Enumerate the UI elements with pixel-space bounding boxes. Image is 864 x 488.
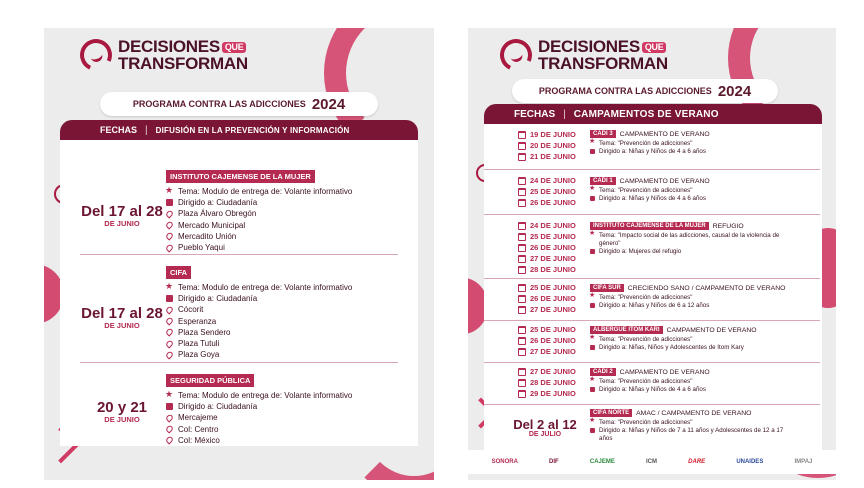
- square-icon: [166, 403, 173, 410]
- program-label: PROGRAMA CONTRA LAS ADICCIONES: [538, 86, 712, 96]
- location-pin-icon: [165, 317, 174, 326]
- date-list: [518, 366, 576, 399]
- calendar-icon: [518, 131, 526, 139]
- logo-icm: ICM: [646, 459, 658, 465]
- date-month: DE JUNIO: [104, 219, 140, 228]
- event-title: CRECIENDO SANO / CAMPAMENTO DE VERANO: [627, 284, 786, 292]
- divider: [80, 254, 398, 255]
- program-title: [512, 79, 778, 103]
- date-item: 29 DE JUNIO: [530, 389, 576, 398]
- header-separator: |: [145, 124, 148, 136]
- brand-line2: TRANSFORMAN: [118, 54, 248, 73]
- divider: [484, 278, 820, 279]
- date-item: 28 DE JUNIO: [530, 378, 576, 387]
- poster-campamentos: [468, 28, 836, 480]
- date-item: 27 DE JUNIO: [530, 367, 576, 376]
- place-text: Plaza Álvaro Obregón: [178, 209, 257, 219]
- calendar-icon: [518, 222, 526, 230]
- star-icon: [590, 420, 595, 425]
- square-icon: [166, 199, 173, 206]
- star-icon: [590, 233, 595, 238]
- square-icon: [590, 345, 595, 350]
- calendar-icon: [518, 153, 526, 161]
- place-text: Col: Centro: [178, 424, 219, 434]
- divider: [484, 320, 820, 321]
- program-year: 2024: [311, 95, 346, 113]
- section-details: [166, 166, 416, 253]
- location-pin-icon: [165, 436, 174, 445]
- institution-tag: CIFA: [166, 266, 191, 279]
- date-range: 20 y 21: [96, 399, 148, 416]
- star-icon: [590, 337, 595, 342]
- place-text: Plaza Tutuli: [178, 339, 220, 349]
- logo-impaj: IMPAJ: [794, 459, 813, 465]
- square-icon: [590, 428, 595, 433]
- section-details: [166, 262, 416, 360]
- logo-unaides: UNAIDES: [736, 459, 764, 465]
- date-item: 24 DE JUNIO: [530, 221, 576, 230]
- date-month: DE JUNIO: [104, 321, 140, 330]
- calendar-icon: [518, 295, 526, 303]
- event-details: [590, 222, 786, 257]
- institution-tag: CADI 3: [590, 130, 616, 138]
- date-list: [518, 175, 576, 208]
- event-details: [590, 177, 786, 203]
- dirigido-text: Dirigido a: Niñas y Niños de 4 a 6 años: [599, 386, 706, 394]
- brand-logo: [80, 38, 248, 72]
- divider: [484, 214, 820, 215]
- tema-text: Tema: "Prevención de adicciones": [599, 294, 693, 301]
- dirigido-text: Dirigido a: Niñas, Niños y Adolescentes de Itom Kary: [599, 344, 744, 352]
- date-item: 28 DE JUNIO: [530, 265, 576, 274]
- event-title: CAMPAMENTO DE VERANO: [619, 177, 710, 185]
- dirigido-text: Dirigido a: Niñas y Niños de 4 a 6 años: [599, 148, 706, 156]
- logo-sonora: SONORA: [491, 459, 518, 465]
- date-item: 25 DE JUNIO: [530, 283, 576, 292]
- dirigido-text: Dirigido a: Ciudadanía: [178, 402, 258, 412]
- event-title: CAMPAMENTO DE VERANO: [619, 130, 710, 138]
- institution-tag: CIFA NORTE: [590, 409, 632, 417]
- square-icon: [590, 249, 595, 254]
- square-icon: [166, 295, 173, 302]
- smile-icon: [75, 34, 116, 75]
- brand-que: QUE: [222, 42, 247, 53]
- schedule-header: [484, 104, 822, 124]
- calendar-icon: [518, 348, 526, 356]
- event-details: [590, 326, 786, 352]
- schedule-header: [60, 120, 418, 140]
- place-text: Plaza Goya: [178, 350, 220, 360]
- dirigido-text: Dirigido a: Niñas y Niños de 4 a 6 años: [599, 195, 706, 203]
- program-label: PROGRAMA CONTRA LAS ADICCIONES: [132, 99, 306, 109]
- dirigido-text: Dirigido a: Mujeres del refugio: [599, 248, 682, 256]
- place-text: Mercado Municipal: [178, 220, 246, 230]
- location-pin-icon: [165, 328, 174, 337]
- place-text: Col: México: [178, 435, 220, 445]
- divider: [484, 362, 820, 363]
- logo-dare: DARE: [688, 459, 706, 465]
- divider: [484, 404, 820, 405]
- institution-tag: CIFA SUR: [590, 284, 624, 292]
- date-list: [518, 324, 576, 357]
- calendar-icon: [518, 337, 526, 345]
- date-item: 26 DE JUNIO: [530, 294, 576, 303]
- date-list: [518, 129, 576, 162]
- calendar-icon: [518, 177, 526, 185]
- date-range: Del 17 al 28: [81, 203, 163, 220]
- place-text: Esperanza: [178, 316, 217, 326]
- divider: [80, 362, 398, 363]
- dirigido-text: Dirigido a: Ciudadanía: [178, 198, 258, 208]
- dirigido-text: Dirigido a: Ciudadanía: [178, 294, 258, 304]
- date-range: Del 17 al 28: [81, 305, 163, 322]
- brand-line2: TRANSFORMAN: [538, 54, 668, 73]
- calendar-icon: [518, 199, 526, 207]
- date-list: [518, 282, 576, 315]
- logo-cajeme: CAJEME: [589, 459, 615, 465]
- calendar-icon: [518, 379, 526, 387]
- location-pin-icon: [165, 209, 174, 218]
- section-date: [80, 306, 164, 330]
- location-pin-icon: [165, 339, 174, 348]
- date-month: DE JUNIO: [104, 415, 140, 424]
- section-details: [166, 370, 416, 446]
- location-pin-icon: [165, 305, 174, 314]
- divider: [484, 169, 820, 170]
- star-icon: [590, 295, 595, 300]
- event-details: [590, 130, 786, 156]
- tema-text: Tema: "Prevención de adicciones": [599, 419, 693, 426]
- calendar-icon: [518, 326, 526, 334]
- calendar-icon: [518, 255, 526, 263]
- brand-que: QUE: [642, 42, 667, 53]
- date-item: 26 DE JUNIO: [530, 198, 576, 207]
- location-pin-icon: [165, 232, 174, 241]
- event-title: CAMPAMENTO DE VERANO: [666, 326, 757, 334]
- date-item: 25 DE JUNIO: [530, 325, 576, 334]
- institution-tag: SEGURIDAD PÚBLICA: [166, 374, 254, 387]
- tema-text: Tema: Modulo de entrega de: Volante informativo: [178, 283, 353, 292]
- date-item: 25 DE JUNIO: [530, 187, 576, 196]
- date-month: DE JULIO: [528, 431, 562, 438]
- star-icon: [590, 379, 595, 384]
- star-icon: [166, 392, 173, 399]
- event-title: AMAC / CAMPAMENTO DE VERANO: [636, 409, 752, 417]
- tema-text: Tema: "Impacto social de las adicciones, causal de la violencia de género": [599, 232, 780, 248]
- calendar-icon: [518, 142, 526, 150]
- place-text: Plaza Sendero: [178, 327, 231, 337]
- poster-difusion: [44, 28, 434, 480]
- event-details: [590, 368, 786, 394]
- square-icon: [590, 196, 595, 201]
- tema-text: Tema: "Prevención de adicciones": [599, 187, 693, 194]
- brand-line1: DECISIONES: [538, 37, 640, 56]
- tema-text: Tema: Modulo de entrega de: Volante informativo: [178, 187, 353, 196]
- institution-tag: INSTITUTO CAJEMENSE DE LA MUJER: [590, 222, 709, 230]
- star-icon: [590, 188, 595, 193]
- date-list: [518, 220, 576, 275]
- event-title: REFUGIO: [712, 222, 744, 230]
- date-item: 20 DE JUNIO: [530, 141, 576, 150]
- institution-tag: CADI 1: [590, 177, 616, 185]
- brand-logo: [500, 38, 668, 72]
- section-date: [80, 204, 164, 228]
- header-title: DIFUSIÓN EN LA PREVENCIÓN Y INFORMACIÓN: [155, 125, 350, 135]
- date-item: 21 DE JUNIO: [530, 152, 576, 161]
- brand-line1: DECISIONES: [118, 37, 220, 56]
- tema-text: Tema: Modulo de entrega de: Volante informativo: [178, 391, 353, 400]
- location-pin-icon: [165, 425, 174, 434]
- header-separator: |: [563, 108, 566, 120]
- calendar-icon: [518, 390, 526, 398]
- logo-dif: DIF: [549, 459, 559, 465]
- date-item: 19 DE JUNIO: [530, 130, 576, 139]
- date-item: 27 DE JUNIO: [530, 254, 576, 263]
- calendar-icon: [518, 368, 526, 376]
- event-title: CAMPAMENTO DE VERANO: [619, 368, 710, 376]
- dirigido-text: Dirigido a: Niñas y Niños de 6 a 12 años: [599, 302, 710, 310]
- dirigido-text: Dirigido a: Niñas y Niños de 7 a 11 años y Adolescentes de 12 a 17 años: [599, 427, 784, 443]
- sponsor-logos: [468, 450, 836, 474]
- star-icon: [590, 141, 595, 146]
- program-title: [100, 92, 378, 116]
- location-pin-icon: [165, 413, 174, 422]
- date-range: Del 2 al 12: [513, 417, 577, 432]
- header-fechas: FECHAS: [100, 125, 138, 135]
- date-item: 27 DE JUNIO: [530, 305, 576, 314]
- place-text: Mercajeme: [178, 413, 218, 423]
- location-pin-icon: [165, 221, 174, 230]
- star-icon: [166, 284, 173, 291]
- date-item: 25 DE JUNIO: [530, 232, 576, 241]
- program-year: 2024: [717, 82, 752, 100]
- date-item: 24 DE JUNIO: [530, 176, 576, 185]
- calendar-icon: [518, 284, 526, 292]
- place-text: Cócorit: [178, 305, 204, 315]
- calendar-icon: [518, 244, 526, 252]
- smile-icon: [495, 34, 536, 75]
- calendar-icon: [518, 233, 526, 241]
- institution-tag: CADI 2: [590, 368, 616, 376]
- location-pin-icon: [165, 243, 174, 252]
- calendar-icon: [518, 306, 526, 314]
- section-date: [508, 418, 582, 438]
- header-title: CAMPAMENTOS DE VERANO: [573, 108, 719, 120]
- header-fechas: FECHAS: [514, 108, 556, 120]
- place-text: Mercadito Unión: [178, 231, 237, 241]
- section-date: [80, 400, 164, 424]
- location-pin-icon: [165, 350, 174, 359]
- square-icon: [590, 149, 595, 154]
- square-icon: [590, 387, 595, 392]
- star-icon: [166, 188, 173, 195]
- institution-tag: INSTITUTO CAJEMENSE DE LA MUJER: [166, 170, 315, 183]
- date-item: 26 DE JUNIO: [530, 243, 576, 252]
- square-icon: [590, 303, 595, 308]
- calendar-icon: [518, 188, 526, 196]
- institution-tag: ALBERGUE ITOM KARI: [590, 326, 663, 334]
- place-text: Pueblo Yaqui: [178, 243, 225, 253]
- calendar-icon: [518, 266, 526, 274]
- date-item: 26 DE JUNIO: [530, 336, 576, 345]
- date-item: 27 DE JUNIO: [530, 347, 576, 356]
- event-details: [590, 409, 786, 444]
- tema-text: Tema: "Prevención de adicciones": [599, 378, 693, 385]
- tema-text: Tema: "Prevención de adicciones": [599, 140, 693, 147]
- event-details: [590, 284, 786, 310]
- tema-text: Tema: "Prevención de adicciones": [599, 336, 693, 343]
